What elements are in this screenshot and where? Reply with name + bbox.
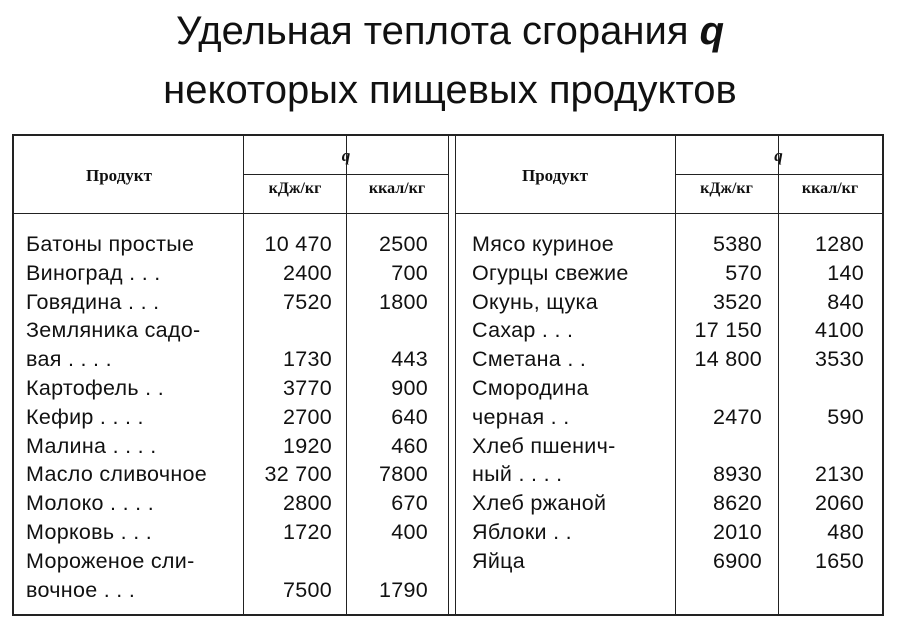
value-kcal: 1650 <box>814 548 864 573</box>
table-row <box>456 259 882 288</box>
value-kj: 2010 <box>712 519 762 544</box>
value-kj: 1720 <box>282 519 332 544</box>
product-name: Яблоки . . <box>472 519 572 544</box>
value-kj: 2700 <box>282 404 332 429</box>
title-q-symbol: q <box>699 9 725 53</box>
table-row <box>456 489 882 518</box>
table-row <box>456 403 882 432</box>
value-kcal: 400 <box>391 519 428 544</box>
product-name: Малина . . . . <box>26 433 157 458</box>
header-unit-kcal: ккал/кг <box>368 180 426 197</box>
table-row <box>456 374 882 403</box>
value-kj: 8930 <box>712 462 762 487</box>
product-name: Яйца <box>472 548 526 573</box>
product-name: Молоко . . . . <box>26 491 154 516</box>
table-left-half <box>14 136 448 614</box>
product-name: Масло сливочное <box>26 462 208 487</box>
header-unit-kcal: ккал/кг <box>801 180 859 197</box>
table-row <box>456 432 882 461</box>
value-kcal: 3530 <box>814 347 864 372</box>
value-kj: 17 150 <box>694 318 762 343</box>
value-kj: 10 470 <box>264 232 332 256</box>
product-name: Батоны простые <box>26 232 195 256</box>
heat-of-combustion-table <box>12 134 884 616</box>
table-row <box>456 460 882 489</box>
value-kj: 2800 <box>282 491 332 516</box>
header-unit-kj: кДж/кг <box>268 180 322 197</box>
product-name: вая . . . . <box>26 347 112 372</box>
value-kj: 8620 <box>712 491 762 516</box>
value-kj: 14 800 <box>694 347 762 372</box>
double-divider <box>448 136 456 614</box>
table-rows-right <box>456 230 882 576</box>
table-row <box>456 316 882 345</box>
product-name: Сахар . . . <box>472 318 574 343</box>
value-kcal: 670 <box>391 491 428 516</box>
value-kcal: 1790 <box>378 577 428 602</box>
value-kj: 1920 <box>282 433 332 458</box>
value-kj: 3770 <box>282 375 332 400</box>
product-name: Говядина . . . <box>26 289 160 314</box>
table-header-left <box>14 136 448 214</box>
header-q: q <box>774 146 783 165</box>
value-kj: 570 <box>725 260 762 285</box>
value-kj: 7520 <box>282 289 332 314</box>
value-kj: 2400 <box>282 260 332 285</box>
table-row <box>14 230 448 259</box>
header-unit-kj: кДж/кг <box>700 180 753 197</box>
table-row <box>14 259 448 288</box>
header-q: q <box>341 146 351 165</box>
product-name: Огурцы свежие <box>472 260 629 285</box>
value-kj: 2470 <box>712 404 762 429</box>
table-header-right <box>456 136 882 214</box>
value-kj: 1730 <box>282 347 332 372</box>
table-row <box>456 547 882 576</box>
table-row <box>456 288 882 317</box>
table-row <box>14 576 448 605</box>
value-kj: 5380 <box>712 232 762 256</box>
table-row <box>14 432 448 461</box>
table-row <box>14 489 448 518</box>
value-kcal: 140 <box>827 260 864 285</box>
value-kcal: 7800 <box>378 462 428 487</box>
table-row <box>456 518 882 547</box>
product-name: Земляника садо- <box>26 318 201 343</box>
table-row <box>14 518 448 547</box>
table-row <box>14 403 448 432</box>
product-name: Морковь . . . <box>26 519 153 544</box>
value-kcal: 2130 <box>814 462 864 487</box>
product-name: черная . . <box>472 404 570 429</box>
product-name: Мясо куриное <box>472 232 614 256</box>
product-name: Картофель . . <box>26 375 165 400</box>
value-kcal: 460 <box>391 433 428 458</box>
value-kcal: 4100 <box>814 318 864 343</box>
table-row <box>14 374 448 403</box>
product-name: Хлеб ржаной <box>472 491 607 516</box>
value-kj: 7500 <box>282 577 332 602</box>
product-name: Сметана . . <box>472 347 587 372</box>
product-name: ный . . . . <box>472 462 563 487</box>
table-right-half <box>456 136 882 614</box>
product-name: вочное . . . <box>26 577 136 602</box>
value-kcal: 443 <box>391 347 428 372</box>
value-kj: 32 700 <box>264 462 332 487</box>
table-row <box>14 547 448 576</box>
title-text: Удельная теплота сгорания <box>175 9 700 53</box>
value-kcal: 840 <box>827 289 864 314</box>
table-row <box>14 345 448 374</box>
product-name: Кефир . . . . <box>26 404 144 429</box>
value-kcal: 640 <box>391 404 428 429</box>
value-kcal: 2500 <box>378 232 428 256</box>
table-row <box>14 288 448 317</box>
product-name: Мороженое сли- <box>26 548 195 573</box>
value-kcal: 590 <box>827 404 864 429</box>
title-line-1 <box>0 6 900 56</box>
product-name: Хлеб пшенич- <box>472 433 616 458</box>
value-kcal: 2060 <box>814 491 864 516</box>
table-rows-left <box>14 230 448 604</box>
table-row <box>456 230 882 259</box>
value-kcal: 1800 <box>378 289 428 314</box>
table-row <box>14 460 448 489</box>
value-kcal: 480 <box>827 519 864 544</box>
title-line-2: некоторых пищевых продуктов <box>163 68 737 112</box>
table-row <box>14 316 448 345</box>
product-name: Виноград . . . <box>26 260 161 285</box>
table-row <box>456 345 882 374</box>
product-name: Окунь, щука <box>472 289 598 314</box>
product-name: Смородина <box>472 375 589 400</box>
header-product: Продукт <box>86 166 152 185</box>
value-kcal: 1280 <box>814 232 864 256</box>
value-kj: 3520 <box>712 289 762 314</box>
value-kcal: 700 <box>391 260 428 285</box>
value-kcal: 900 <box>391 375 428 400</box>
value-kj: 6900 <box>712 548 762 573</box>
header-product: Продукт <box>522 166 588 185</box>
